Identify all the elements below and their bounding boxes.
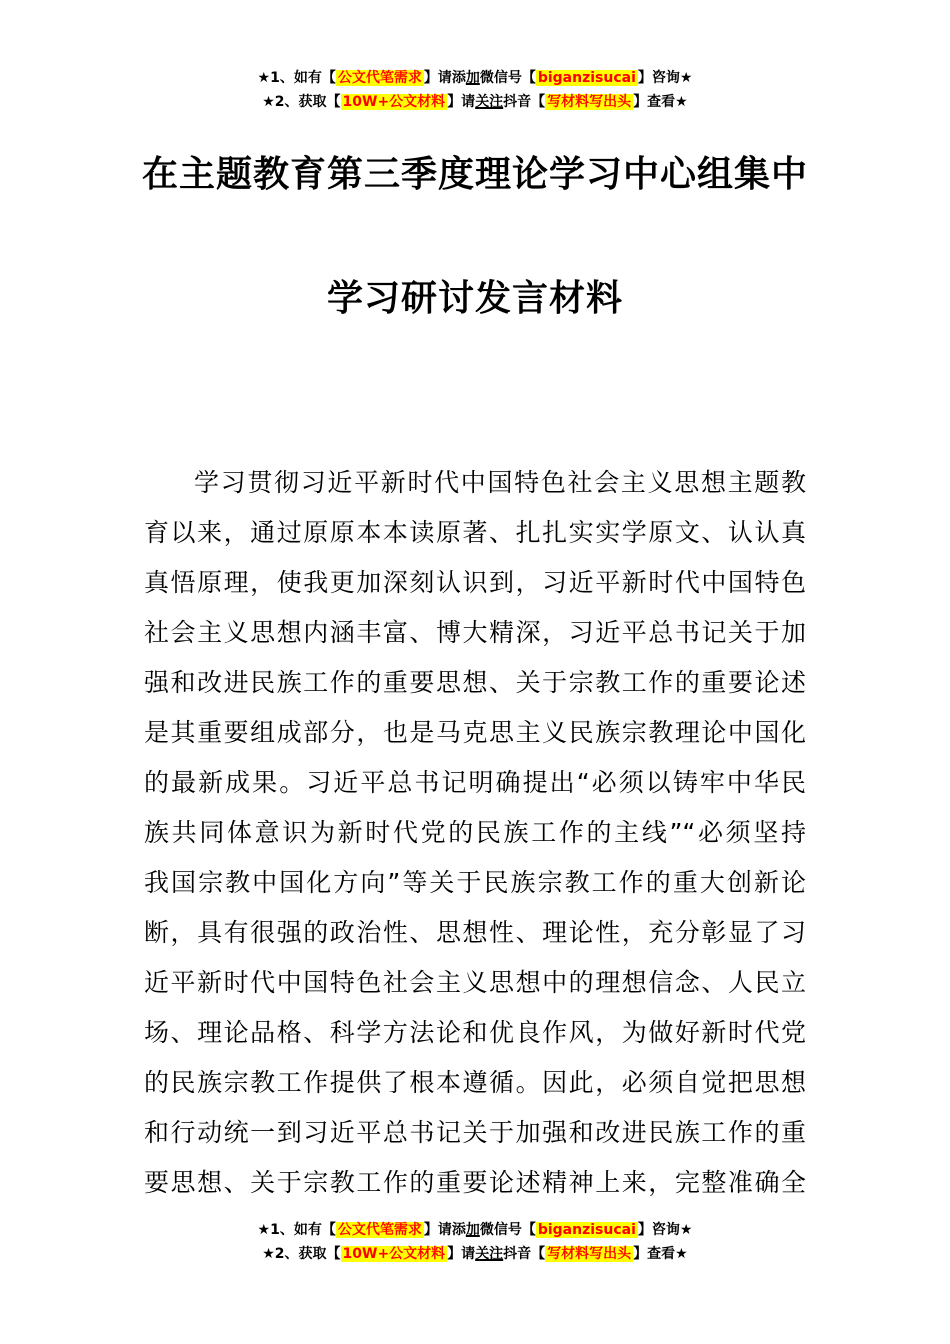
promo-banner-bottom [0, 1218, 950, 1266]
highlight-materials: 10W+公文材料 [342, 1246, 446, 1262]
promo-line-1: ★1、如有【 公文代笔需求 】请添加微信号【 biganzisucai 】咨询★ [257, 70, 693, 86]
body-line: 近平新时代中国特色社会主义思想中的理想信念、人民立 [144, 968, 806, 997]
body-line: 的最新成果。习近平总书记明确提出“必须以铸牢中华民 [144, 768, 806, 797]
highlight-wechat-id: biganzisucai [537, 1222, 636, 1238]
body-line: 强和改进民族工作的重要思想、关于宗教工作的重要论述 [144, 668, 806, 697]
body-line: 和行动统一到习近平总书记关于加强和改进民族工作的重 [144, 1118, 806, 1147]
body-line: 场、理论品格、科学方法论和优良作风，为做好新时代党 [144, 1018, 806, 1047]
highlight-douyin-account: 写材料写出头 [547, 94, 632, 110]
highlight-douyin-account: 写材料写出头 [547, 1246, 632, 1262]
promo-line-2: ★2、获取【 10W+公文材料 】请关注抖音【 写材料写出头 】查看★ [262, 94, 688, 110]
body-line: 真悟原理，使我更加深刻认识到，习近平新时代中国特色 [144, 568, 806, 597]
body-line: 族共同体意识为新时代党的民族工作的主线”“必须坚持 [144, 818, 806, 847]
document-title-line-2: 学习研讨发言材料 [326, 278, 623, 319]
promo-line-2: ★2、获取【 10W+公文材料 】请关注抖音【 写材料写出头 】查看★ [262, 1246, 688, 1262]
highlight-wechat-id: biganzisucai [537, 70, 636, 86]
highlight-service: 公文代笔需求 [337, 70, 422, 86]
promo-line-1: ★1、如有【 公文代笔需求 】请添加微信号【 biganzisucai 】咨询★ [257, 1222, 693, 1238]
highlight-materials: 10W+公文材料 [342, 94, 446, 110]
body-line: 是其重要组成部分，也是马克思主义民族宗教理论中国化 [144, 718, 806, 747]
body-line: 的民族宗教工作提供了根本遵循。因此，必须自觉把思想 [144, 1068, 806, 1097]
body-line: 断，具有很强的政治性、思想性、理论性，充分彰显了习 [144, 918, 806, 947]
body-line: 育以来，通过原原本本读原著、扎扎实实学原文、认认真 [144, 518, 806, 547]
body-line: 社会主义思想内涵丰富、博大精深，习近平总书记关于加 [144, 618, 806, 647]
promo-banner-top [0, 66, 950, 114]
highlight-service: 公文代笔需求 [337, 1222, 422, 1238]
body-line: 我国宗教中国化方向”等关于民族宗教工作的重大创新论 [144, 868, 806, 897]
document-title-line-1: 在主题教育第三季度理论学习中心组集中 [141, 154, 808, 195]
body-line: 要思想、关于宗教工作的重要论述精神上来，完整准确全 [144, 1168, 806, 1197]
document-body [144, 458, 806, 1208]
body-line: 学习贯彻习近平新时代中国特色社会主义思想主题教 [194, 468, 806, 497]
